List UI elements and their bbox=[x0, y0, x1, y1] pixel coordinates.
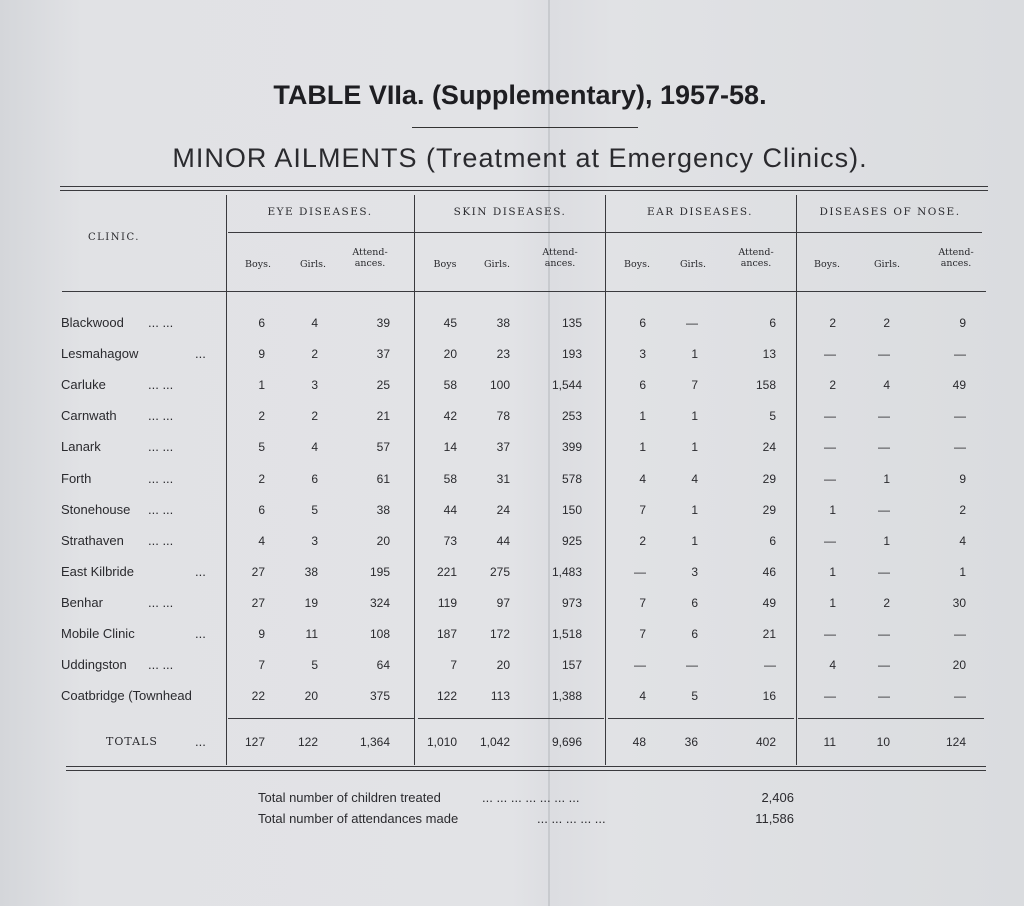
table-cell: 27 bbox=[251, 565, 265, 579]
table-cell: 4 bbox=[639, 689, 646, 703]
table-cell: 2 bbox=[311, 347, 318, 361]
table-cell: 3 bbox=[311, 378, 318, 392]
subcolumn-header: Attend- ances. bbox=[542, 247, 578, 269]
title-rule bbox=[412, 127, 638, 128]
totals-cell: 11 bbox=[823, 735, 836, 749]
table-cell: 46 bbox=[762, 565, 776, 579]
table-cell: — bbox=[878, 440, 890, 454]
table-title: TABLE VIIa. (Supplementary), 1957-58. bbox=[273, 80, 767, 110]
table-cell: 187 bbox=[436, 627, 457, 641]
clinic-name: Stonehouse bbox=[61, 502, 131, 517]
table-cell: 45 bbox=[443, 316, 457, 330]
totals-cell: 10 bbox=[876, 735, 890, 749]
totals-label: TOTALS bbox=[106, 735, 158, 748]
subcolumn-header: Girls. bbox=[679, 259, 707, 270]
table-cell: 2 bbox=[639, 534, 646, 548]
table-cell: 221 bbox=[436, 565, 457, 579]
table-cell: 6 bbox=[258, 503, 265, 517]
table-cell: — bbox=[954, 627, 966, 641]
bottom-double-rule-2 bbox=[66, 770, 986, 771]
table-cell: 42 bbox=[443, 409, 457, 423]
table-cell: 375 bbox=[369, 689, 390, 703]
clinic-name: Uddingston bbox=[61, 657, 127, 672]
footer-dots: ... ... ... ... ... bbox=[537, 811, 606, 826]
table-cell: — bbox=[878, 627, 890, 641]
table-cell: 119 bbox=[437, 596, 457, 610]
clinic-name: Forth bbox=[61, 471, 92, 486]
subcolumn-header: Attend- ances. bbox=[738, 247, 774, 269]
leader-dots: ... ... bbox=[148, 595, 174, 610]
table-cell: 6 bbox=[691, 627, 698, 641]
table-cell: 2 bbox=[258, 409, 265, 423]
table-cell: 14 bbox=[443, 440, 457, 454]
group-header: DISEASES OF NOSE. bbox=[819, 206, 961, 218]
clinic-name: Blackwood bbox=[61, 315, 124, 330]
table-cell: — bbox=[954, 409, 966, 423]
table-cell: 20 bbox=[376, 534, 390, 548]
table-cell: — bbox=[954, 440, 966, 454]
table-cell: 157 bbox=[561, 658, 582, 672]
table-cell: 4 bbox=[691, 472, 698, 486]
table-cell: 399 bbox=[561, 440, 582, 454]
table-cell: 9 bbox=[959, 316, 966, 330]
subcolumn-header: Boys bbox=[433, 259, 457, 270]
table-cell: 16 bbox=[762, 689, 776, 703]
table-cell: 4 bbox=[639, 472, 646, 486]
table-cell: 4 bbox=[959, 534, 966, 548]
top-double-rule-2 bbox=[60, 190, 988, 191]
footer-value: 11,586 bbox=[755, 811, 794, 826]
clinic-header: CLINIC. bbox=[88, 232, 140, 243]
table-cell: 1 bbox=[883, 472, 890, 486]
table-cell: — bbox=[764, 658, 776, 672]
leader-dots: ... ... bbox=[148, 533, 174, 548]
table-cell: 1 bbox=[639, 440, 646, 454]
leader-dots: ... bbox=[195, 626, 206, 641]
table-cell: 6 bbox=[769, 316, 776, 330]
totals-rule-ear bbox=[608, 718, 794, 719]
totals-cell: 48 bbox=[632, 735, 646, 749]
table-cell: — bbox=[686, 658, 698, 672]
table-cell: 324 bbox=[369, 596, 390, 610]
table-cell: — bbox=[824, 440, 836, 454]
table-cell: 7 bbox=[639, 596, 646, 610]
clinic-name: Carluke bbox=[61, 377, 106, 392]
top-double-rule-1 bbox=[60, 186, 988, 187]
table-cell: 44 bbox=[496, 534, 510, 548]
table-cell: 1,388 bbox=[551, 689, 582, 703]
table-cell: 7 bbox=[450, 658, 457, 672]
table-cell: 578 bbox=[561, 472, 582, 486]
table-cell: 1 bbox=[829, 565, 836, 579]
table-cell: 30 bbox=[952, 596, 966, 610]
table-cell: 4 bbox=[311, 316, 318, 330]
totals-cell: 36 bbox=[684, 735, 698, 749]
footer-dots: ... ... ... ... ... ... ... bbox=[482, 790, 580, 805]
table-cell: — bbox=[824, 627, 836, 641]
table-cell: — bbox=[878, 689, 890, 703]
table-cell: 1 bbox=[829, 596, 836, 610]
table-cell: 24 bbox=[496, 503, 510, 517]
table-cell: 172 bbox=[489, 627, 510, 641]
totals-cell: 124 bbox=[945, 735, 966, 749]
table-cell: 193 bbox=[561, 347, 582, 361]
table-cell: 2 bbox=[829, 378, 836, 392]
table-cell: 2 bbox=[258, 472, 265, 486]
totals-cell: 1,042 bbox=[479, 735, 510, 749]
table-cell: 195 bbox=[369, 565, 390, 579]
table-cell: — bbox=[824, 689, 836, 703]
table-cell: 7 bbox=[639, 503, 646, 517]
table-cell: 3 bbox=[639, 347, 646, 361]
table-cell: — bbox=[954, 347, 966, 361]
table-cell: 6 bbox=[769, 534, 776, 548]
table-cell: 5 bbox=[311, 658, 318, 672]
table-cell: 925 bbox=[561, 534, 582, 548]
table-cell: 49 bbox=[952, 378, 966, 392]
table-cell: 122 bbox=[436, 689, 457, 703]
table-cell: 2 bbox=[959, 503, 966, 517]
table-cell: 58 bbox=[443, 378, 457, 392]
table-cell: 78 bbox=[496, 409, 510, 423]
table-cell: 4 bbox=[883, 378, 890, 392]
table-cell: — bbox=[824, 472, 836, 486]
table-cell: 1,544 bbox=[551, 378, 582, 392]
totals-cell: 9,696 bbox=[551, 735, 582, 749]
table-cell: 20 bbox=[496, 658, 510, 672]
table-cell: 7 bbox=[691, 378, 698, 392]
table-cell: 23 bbox=[496, 347, 510, 361]
table-cell: 1,518 bbox=[551, 627, 582, 641]
table-cell: 44 bbox=[443, 503, 457, 517]
totals-dots: ... bbox=[195, 734, 206, 749]
table-cell: 27 bbox=[251, 596, 265, 610]
table-cell: 21 bbox=[762, 627, 776, 641]
table-cell: 38 bbox=[376, 503, 390, 517]
table-cell: 6 bbox=[639, 316, 646, 330]
table-cell: — bbox=[824, 347, 836, 361]
totals-rule-skin bbox=[418, 718, 604, 719]
table-cell: 6 bbox=[639, 378, 646, 392]
table-cell: 135 bbox=[561, 316, 582, 330]
table-cell: 13 bbox=[762, 347, 776, 361]
table-cell: 6 bbox=[691, 596, 698, 610]
header-bottom-rule bbox=[62, 291, 986, 292]
subcolumn-header: Attend- ances. bbox=[352, 247, 388, 269]
table-cell: 3 bbox=[691, 565, 698, 579]
table-cell: 1 bbox=[691, 347, 698, 361]
clinic-name: Carnwath bbox=[61, 408, 117, 423]
totals-cell: 1,364 bbox=[359, 735, 390, 749]
table-cell: — bbox=[824, 409, 836, 423]
table-cell: 20 bbox=[304, 689, 318, 703]
table-cell: 73 bbox=[443, 534, 457, 548]
table-cell: 2 bbox=[883, 316, 890, 330]
table-cell: — bbox=[878, 409, 890, 423]
table-cell: 29 bbox=[762, 472, 776, 486]
table-cell: 21 bbox=[376, 409, 390, 423]
table-cell: 1 bbox=[691, 503, 698, 517]
table-cell: 6 bbox=[258, 316, 265, 330]
subcolumn-header: Boys. bbox=[245, 259, 271, 270]
table-cell: — bbox=[634, 565, 646, 579]
table-cell: 38 bbox=[496, 316, 510, 330]
table-cell: 58 bbox=[443, 472, 457, 486]
table-cell: 5 bbox=[311, 503, 318, 517]
leader-dots: ... bbox=[195, 346, 206, 361]
table-cell: 7 bbox=[258, 658, 265, 672]
table-cell: 2 bbox=[311, 409, 318, 423]
table-cell: — bbox=[954, 689, 966, 703]
table-cell: 61 bbox=[376, 472, 390, 486]
subcolumn-header: Boys. bbox=[814, 259, 840, 270]
table-cell: 20 bbox=[952, 658, 966, 672]
table-cell: 9 bbox=[258, 627, 265, 641]
table-cell: 113 bbox=[490, 689, 510, 703]
leader-dots: ... ... bbox=[148, 439, 174, 454]
subcolumn-header: Girls. bbox=[483, 259, 511, 270]
leader-dots: ... bbox=[195, 564, 206, 579]
table-cell: 5 bbox=[769, 409, 776, 423]
table-cell: 6 bbox=[311, 472, 318, 486]
totals-cell: 1,010 bbox=[426, 735, 457, 749]
table-cell: 37 bbox=[376, 347, 390, 361]
footer-label: Total number of children treated bbox=[258, 790, 441, 805]
table-subtitle: MINOR AILMENTS (Treatment at Emergency Clinics). bbox=[172, 143, 868, 173]
table-cell: 19 bbox=[304, 596, 318, 610]
leader-dots: ... ... bbox=[148, 377, 174, 392]
leader-dots: ... ... bbox=[148, 315, 174, 330]
leader-dots: ... ... bbox=[148, 502, 174, 517]
table-cell: 4 bbox=[829, 658, 836, 672]
table-cell: 9 bbox=[959, 472, 966, 486]
totals-rule-eye bbox=[228, 718, 414, 719]
table-cell: 4 bbox=[258, 534, 265, 548]
totals-cell: 127 bbox=[244, 735, 265, 749]
subcolumn-header: Girls. bbox=[299, 259, 327, 270]
totals-cell: 122 bbox=[297, 735, 318, 749]
leader-dots: ... ... bbox=[148, 657, 174, 672]
clinic-name: East Kilbride bbox=[61, 564, 134, 579]
table-cell: 3 bbox=[311, 534, 318, 548]
table-cell: 108 bbox=[369, 627, 390, 641]
table-cell: 158 bbox=[755, 378, 776, 392]
clinic-name: Lesmahagow bbox=[61, 346, 139, 361]
table-cell: — bbox=[878, 565, 890, 579]
table-cell: 1 bbox=[883, 534, 890, 548]
clinic-name: Mobile Clinic bbox=[61, 626, 135, 641]
table-cell: 973 bbox=[561, 596, 582, 610]
table-cell: 1 bbox=[691, 409, 698, 423]
table-cell: 1 bbox=[959, 565, 966, 579]
clinic-name: Lanark bbox=[61, 439, 101, 454]
subcolumn-header: Boys. bbox=[624, 259, 650, 270]
table-cell: 49 bbox=[762, 596, 776, 610]
subcolumn-header: Girls. bbox=[873, 259, 901, 270]
table-cell: 37 bbox=[496, 440, 510, 454]
leader-dots: ... ... bbox=[148, 471, 174, 486]
footer-label: Total number of attendances made bbox=[258, 811, 459, 826]
clinic-name: Benhar bbox=[61, 595, 103, 610]
table-cell: 22 bbox=[251, 689, 265, 703]
table-cell: 1 bbox=[258, 378, 265, 392]
group-header: EYE DISEASES. bbox=[267, 206, 373, 218]
table-cell: 9 bbox=[258, 347, 265, 361]
leader-dots: ... ... bbox=[148, 408, 174, 423]
table-cell: 275 bbox=[489, 565, 510, 579]
table-cell: 20 bbox=[443, 347, 457, 361]
group-header: EAR DISEASES. bbox=[646, 206, 753, 218]
table-cell: — bbox=[878, 658, 890, 672]
table-cell: — bbox=[634, 658, 646, 672]
table-cell: 1 bbox=[691, 534, 698, 548]
table-cell: 29 bbox=[762, 503, 776, 517]
table-cell: 31 bbox=[496, 472, 510, 486]
clinic-name: Strathaven bbox=[61, 533, 124, 548]
table-cell: 4 bbox=[311, 440, 318, 454]
totals-cell: 402 bbox=[755, 735, 776, 749]
table-cell: 1 bbox=[639, 409, 646, 423]
table-cell: — bbox=[824, 534, 836, 548]
group-header: SKIN DISEASES. bbox=[453, 206, 567, 218]
table-cell: 5 bbox=[258, 440, 265, 454]
table-cell: — bbox=[878, 347, 890, 361]
footer-value: 2,406 bbox=[761, 790, 794, 805]
table-cell: 11 bbox=[305, 627, 318, 641]
table-cell: 2 bbox=[829, 316, 836, 330]
table-cell: 2 bbox=[883, 596, 890, 610]
table-cell: 97 bbox=[496, 596, 510, 610]
table-cell: 1 bbox=[691, 440, 698, 454]
table-cell: 24 bbox=[762, 440, 776, 454]
table-cell: 39 bbox=[376, 316, 390, 330]
clinic-name: Coatbridge (Townhead bbox=[61, 688, 192, 703]
table-cell: 253 bbox=[561, 409, 582, 423]
bottom-double-rule-1 bbox=[66, 766, 986, 767]
table-cell: — bbox=[686, 316, 698, 330]
table-cell: 64 bbox=[376, 658, 390, 672]
table-cell: 100 bbox=[489, 378, 510, 392]
table-cell: — bbox=[878, 503, 890, 517]
table-cell: 57 bbox=[376, 440, 390, 454]
table-cell: 1,483 bbox=[551, 565, 582, 579]
table-cell: 38 bbox=[304, 565, 318, 579]
table-cell: 1 bbox=[829, 503, 836, 517]
table-cell: 150 bbox=[561, 503, 582, 517]
table-cell: 5 bbox=[691, 689, 698, 703]
subcolumn-header: Attend- ances. bbox=[938, 247, 974, 269]
table-cell: 7 bbox=[639, 627, 646, 641]
totals-rule-nose bbox=[798, 718, 984, 719]
table-cell: 25 bbox=[376, 378, 390, 392]
